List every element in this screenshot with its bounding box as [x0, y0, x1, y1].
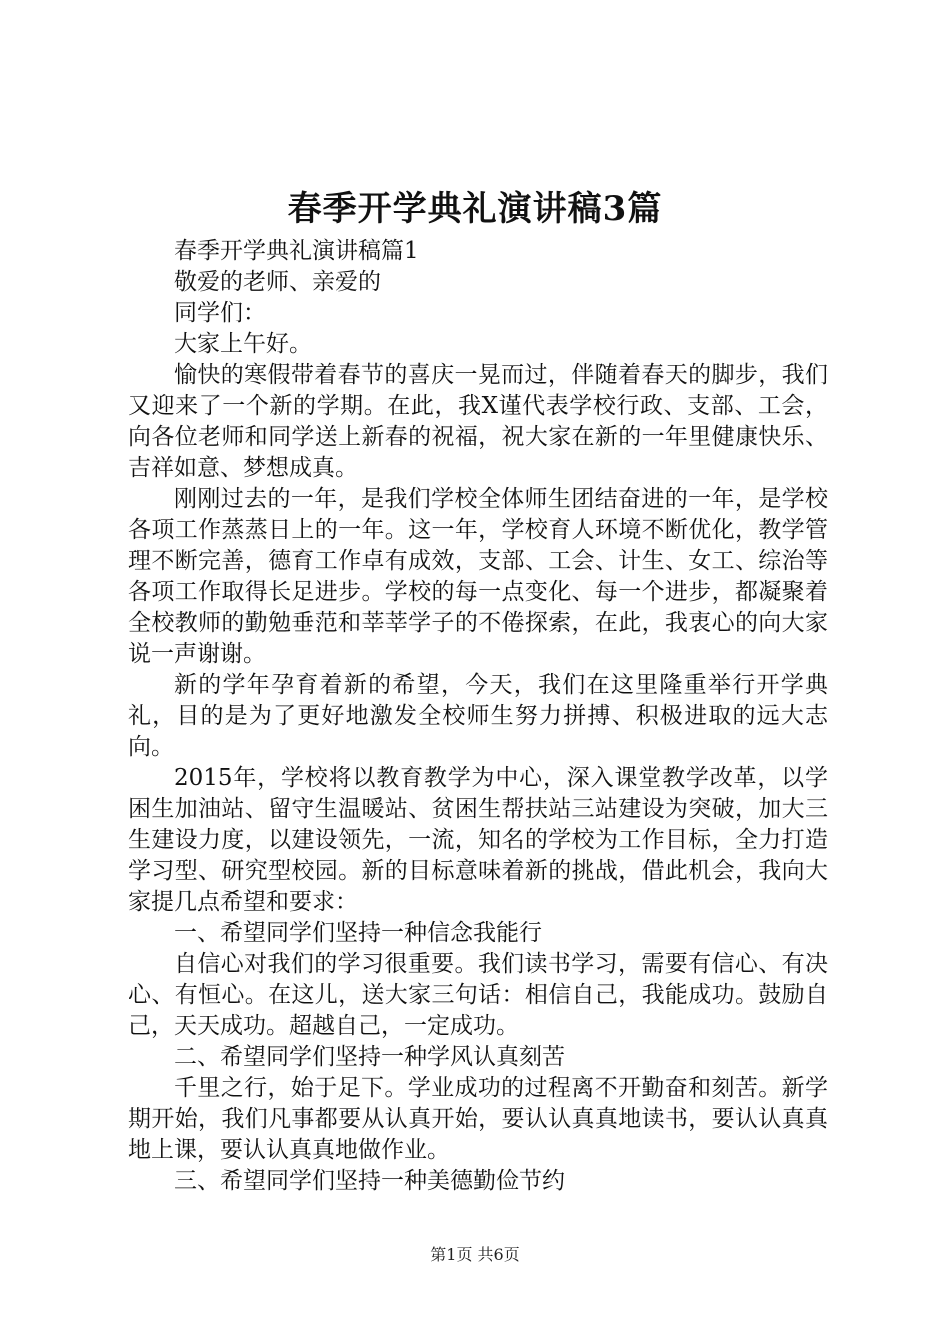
paragraph: 敬爱的老师、亲爱的	[174, 269, 381, 295]
paragraph: 刚刚过去的一年，是我们学校全体师生团结奋进的一年，是学校各项工作蒸蒸日上的一年。这一年，学校育人环境不断优化，教学管理不断完善，德育工作卓有成效，支部、工会、计生、女工、综治等各项工作取得长足进步。学校的每一点变化、每一个进步，都凝聚着全校教师的勤勉垂范和莘莘学子的不倦探索，在此，我衷心的向大家说一声谢谢。	[128, 486, 828, 667]
paragraph: 新的学年孕育着新的希望，今天，我们在这里隆重举行开学典礼，目的是为了更好地激发全校师生努力拼搏、积极进取的远大志向。	[128, 672, 828, 760]
paragraph: 愉快的寒假带着春节的喜庆一晃而过，伴随着春天的脚步，我们又迎来了一个新的学期。在此，我X谨代表学校行政、支部、工会，向各位老师和同学送上新春的祝福，祝大家在新的一年里健康快乐、吉祥如意、梦想成真。	[128, 362, 828, 481]
paragraph: 二、希望同学们坚持一种学风认真刻苦	[174, 1044, 565, 1070]
paragraph: 一、希望同学们坚持一种信念我能行	[174, 920, 542, 946]
paragraph: 千里之行，始于足下。学业成功的过程离不开勤奋和刻苦。新学期开始，我们凡事都要从认真开始，要认认真真地读书，要认认真真地上课，要认认真真地做作业。	[128, 1075, 828, 1163]
page-footer: 第1页 共6页	[430, 1245, 520, 1264]
document-title: 春季开学典礼演讲稿3篇	[287, 189, 663, 229]
paragraph: 大家上午好。	[174, 331, 312, 357]
paragraph: 三、希望同学们坚持一种美德勤俭节约	[174, 1168, 565, 1194]
paragraph: 自信心对我们的学习很重要。我们读书学习，需要有信心、有决心、有恒心。在这儿，送大家三句话：相信自己，我能成功。鼓励自己，天天成功。超越自己，一定成功。	[128, 951, 828, 1039]
paragraph: 2015年，学校将以教育教学为中心，深入课堂教学改革，以学困生加油站、留守生温暖站、贫困生帮扶站三站建设为突破，加大三生建设力度，以建设领先，一流，知名的学校为工作目标，全力打造学习型、研究型校园。新的目标意味着新的挑战，借此机会，我向大家提几点希望和要求：	[128, 765, 828, 915]
paragraph: 春季开学典礼演讲稿篇1	[174, 238, 419, 264]
document-body	[128, 236, 828, 1197]
paragraph: 同学们：	[174, 300, 266, 326]
